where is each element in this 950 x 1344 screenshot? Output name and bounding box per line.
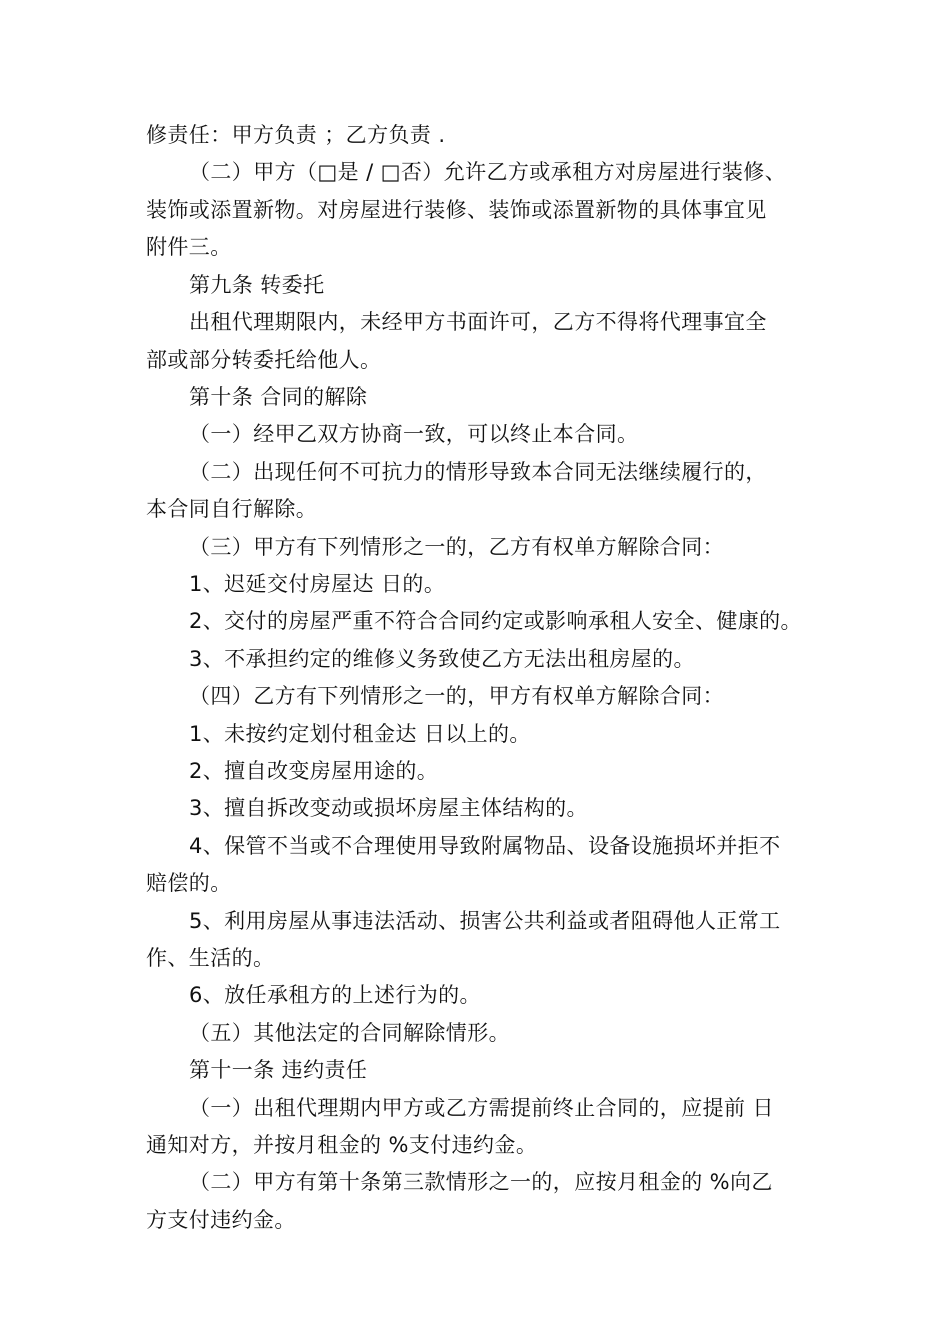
list-item: 1、未按约定划付租金达 日以上的。 bbox=[189, 722, 531, 746]
text-line: （一）出租代理期内甲方或乙方需提前终止合同的，应提前 日 bbox=[189, 1096, 774, 1120]
text-line: 出租代理期限内，未经甲方书面许可，乙方不得将代理事宜全 bbox=[189, 310, 767, 334]
section-heading: 第九条 转委托 bbox=[189, 273, 325, 297]
text-line: 本合同自行解除。 bbox=[146, 497, 318, 521]
list-item: 3、不承担约定的维修义务致使乙方无法出租房屋的。 bbox=[189, 647, 695, 671]
list-item: 4、保管不当或不合理使用导致附属物品、设备设施损坏并拒不 bbox=[189, 834, 781, 858]
text-line: 部或部分转委托给他人。 bbox=[146, 348, 382, 372]
text-line: 附件三。 bbox=[146, 235, 232, 259]
text-line: （五）其他法定的合同解除情形。 bbox=[189, 1021, 510, 1045]
section-heading: 第十条 合同的解除 bbox=[189, 385, 368, 409]
text-line: （一）经甲乙双方协商一致，可以终止本合同。 bbox=[189, 422, 639, 446]
text-line: （三）甲方有下列情形之一的，乙方有权单方解除合同： bbox=[189, 535, 724, 559]
list-item: 5、利用房屋从事违法活动、损害公共利益或者阻碍他人正常工 bbox=[189, 909, 781, 933]
text-line: （四）乙方有下列情形之一的，甲方有权单方解除合同： bbox=[189, 684, 724, 708]
text-line: 赔偿的。 bbox=[146, 871, 232, 895]
list-item: 2、交付的房屋严重不符合合同约定或影响承租人安全、健康的。 bbox=[189, 609, 802, 633]
text-line: （二）甲方有第十条第三款情形之一的，应按月租金的 %向乙 bbox=[189, 1170, 773, 1194]
list-item: 2、擅自改变房屋用途的。 bbox=[189, 759, 439, 783]
text-line: 装饰或添置新物。对房屋进行装修、装饰或添置新物的具体事宜见 bbox=[146, 198, 767, 222]
text-line: 方支付违约金。 bbox=[146, 1208, 296, 1232]
text-line: （二）甲方（□是 / □否）允许乙方或承租方对房屋进行装修、 bbox=[189, 160, 787, 184]
text-line: 修责任：甲方负责 ；乙方负责 . bbox=[146, 123, 446, 147]
list-item: 6、放任承租方的上述行为的。 bbox=[189, 983, 481, 1007]
list-item: 3、擅自拆改变动或损坏房屋主体结构的。 bbox=[189, 796, 588, 820]
text-line: 作、生活的。 bbox=[146, 946, 275, 970]
text-line: 通知对方，并按月租金的 %支付违约金。 bbox=[146, 1133, 538, 1157]
text-line: （二）出现任何不可抗力的情形导致本合同无法继续履行的， bbox=[189, 460, 767, 484]
section-heading: 第十一条 违约责任 bbox=[189, 1058, 368, 1082]
list-item: 1、迟延交付房屋达 日的。 bbox=[189, 572, 446, 596]
